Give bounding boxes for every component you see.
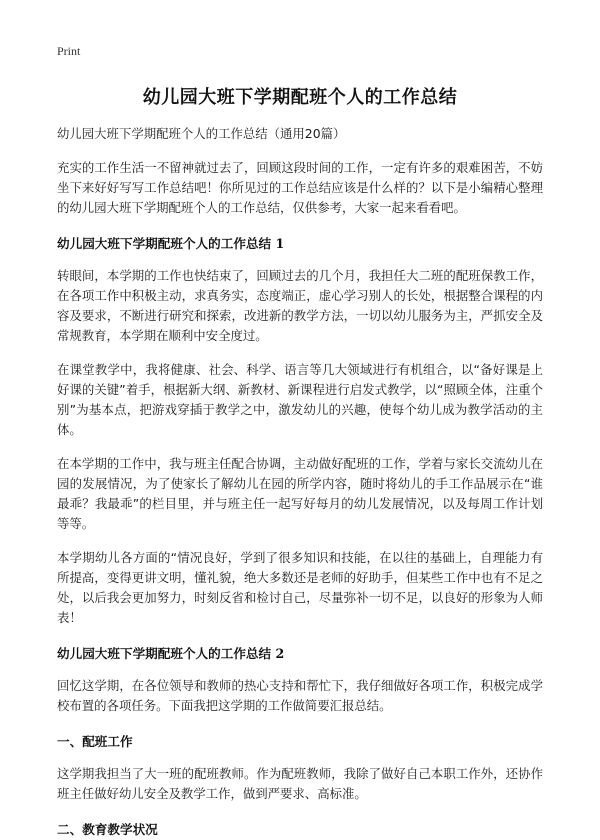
subsection-peiban-paragraph: 这学期我担当了大一班的配班教师。作为配班教师，我除了做好自己本职工作外，还协作班主任做好幼儿安全及教学工作，做到严要求、高标准。 [57,766,543,801]
section-2-heading: 幼儿园大班下学期配班个人的工作总结 2 [57,646,285,661]
section-1-heading: 幼儿园大班下学期配班个人的工作总结 1 [57,236,285,251]
section-1-paragraph-4: 本学期幼儿各方面的“情况良好，学到了很多知识和技能，在以往的基础上，自理能力有所提高，变得更讲文明，懂礼貌，绝大多数还是老师的好助手，但某些工作中也有不足之处，以后我会更加努力，时刻反省和检讨自己，尽量弥补一切不足，以良好的形象为人师表！ [57,550,543,625]
section-1-paragraph-2: 在课堂教学中，我将健康、社会、科学、语言等几大领域进行有机组合，以“备好课是上好课的关键”着手，根据新大纲、新教材、新课程进行启发式教学，以“照顾全体，注重个别”为基本点，把游戏穿插于教学之中，激发幼儿的兴趣，使每个幼儿成为教学活动的主体。 [57,362,543,437]
document-subtitle: 幼儿园大班下学期配班个人的工作总结（通用20篇） [57,126,346,141]
document-title: 幼儿园大班下学期配班个人的工作总结 [142,87,458,108]
subsection-teaching-heading: 二、教育教学状况 [57,822,158,837]
section-2-paragraph-1: 回忆这学期，在各位领导和教师的热心支持和帮忙下，我仔细做好各项工作，积极完成学校布置的各项任务。下面我把这学期的工作做简要汇报总结。 [57,678,543,713]
subsection-peiban-heading: 一、配班工作 [57,734,133,749]
print-link[interactable]: Print [57,44,81,58]
intro-paragraph: 充实的工作生活一不留神就过去了，回顾这段时间的工作，一定有许多的艰难困苦，不妨坐下来好好写写工作总结吧！你所见过的工作总结应该是什么样的？以下是小编精心整理的幼儿园大班下学期配班个人的工作总结，仅供参考，大家一起来看看吧。 [57,160,543,215]
section-1-paragraph-3: 在本学期的工作中，我与班主任配合协调，主动做好配班的工作，学着与家长交流幼儿在园的发展情况，为了使家长了解幼儿在园的所学内容，随时将幼儿的手工作品展示在“谁最乖？我最乖”的栏目里，并与班主任一起写好每月的幼儿发展情况，以及每周工作计划等等。 [57,456,543,531]
section-1-paragraph-1: 转眼间，本学期的工作也快结束了，回顾过去的几个月，我担任大二班的配班保教工作，在各项工作中积极主动，求真务实，态度端正，虚心学习别人的长处，根据整合课程的内容及要求，不断进行研究和探索，改进新的教学方法，一切以幼儿服务为主，严抓安全及常规教育，本学期在顺利中安全度过。 [57,268,543,343]
